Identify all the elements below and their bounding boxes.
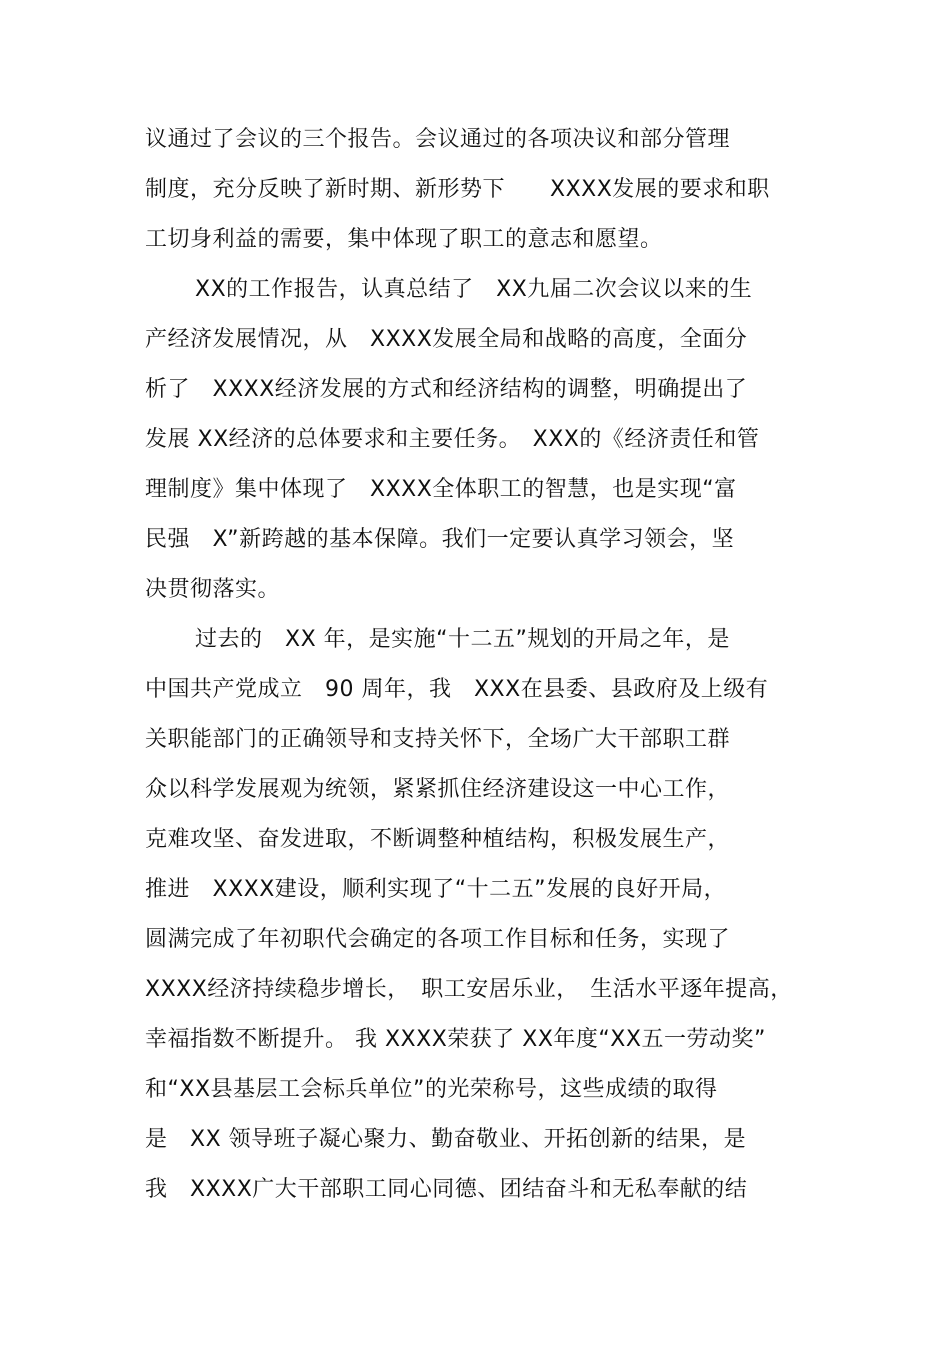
text-line: 是 XX 领导班子凝心聚力、勤奋敬业、开拓创新的结果，是 <box>145 1127 747 1152</box>
text-line: 工切身利益的需要，集中体现了职工的意志和愿望。 <box>145 227 663 252</box>
text-line: 中国共产党成立 90 周年，我 XXX在县委、县政府及上级有 <box>145 677 769 702</box>
text-line: 众以科学发展观为统领，紧紧抓住经济建设这一中心工作， <box>145 777 731 802</box>
text-line: 析了 XXXX经济发展的方式和经济结构的调整，明确提出了 <box>145 377 748 402</box>
text-line: 推进 XXXX建设，顺利实现了“十二五”发展的良好开局， <box>145 877 727 902</box>
text-line: 议通过了会议的三个报告。会议通过的各项决议和部分管理 <box>145 127 731 152</box>
text-line: 圆满完成了年初职代会确定的各项工作目标和任务，实现了 <box>145 927 731 952</box>
paragraph-start-line: 过去的 XX 年，是实施“十二五”规划的开局之年，是 <box>195 627 730 652</box>
text-line: 理制度》集中体现了 XXXX全体职工的智慧，也是实现“富 <box>145 477 737 502</box>
text-line: XXXX经济持续稳步增长， 职工安居乐业， 生活水平逐年提高， <box>145 977 793 1002</box>
paragraph-start-line: XX的工作报告，认真总结了 XX九届二次会议以来的生 <box>195 277 753 302</box>
text-line: 我 XXXX广大干部职工同心同德、团结奋斗和无私奉献的结 <box>145 1177 748 1202</box>
text-line: 幸福指数不断提升。 我 XXXX荣获了 XX年度“XX五一劳动奖” <box>145 1027 766 1052</box>
text-line: 克难攻坚、奋发进取，不断调整种植结构，积极发展生产， <box>145 827 731 852</box>
text-line: 决贯彻落实。 <box>145 577 281 602</box>
text-line: 和“XX县基层工会标兵单位”的光荣称号，这些成绩的取得 <box>145 1077 718 1102</box>
text-line: 制度，充分反映了新时期、新形势下 XXXX发展的要求和职 <box>145 177 770 202</box>
text-line: 发展 XX经济的总体要求和主要任务。 XXX的《经济责任和管 <box>145 427 760 452</box>
text-line: 民强 X”新跨越的基本保障。我们一定要认真学习领会，坚 <box>145 527 735 552</box>
text-line: 产经济发展情况，从 XXXX发展全局和战略的高度，全面分 <box>145 327 748 352</box>
text-line: 关职能部门的正确领导和支持关怀下，全场广大干部职工群 <box>145 727 731 752</box>
